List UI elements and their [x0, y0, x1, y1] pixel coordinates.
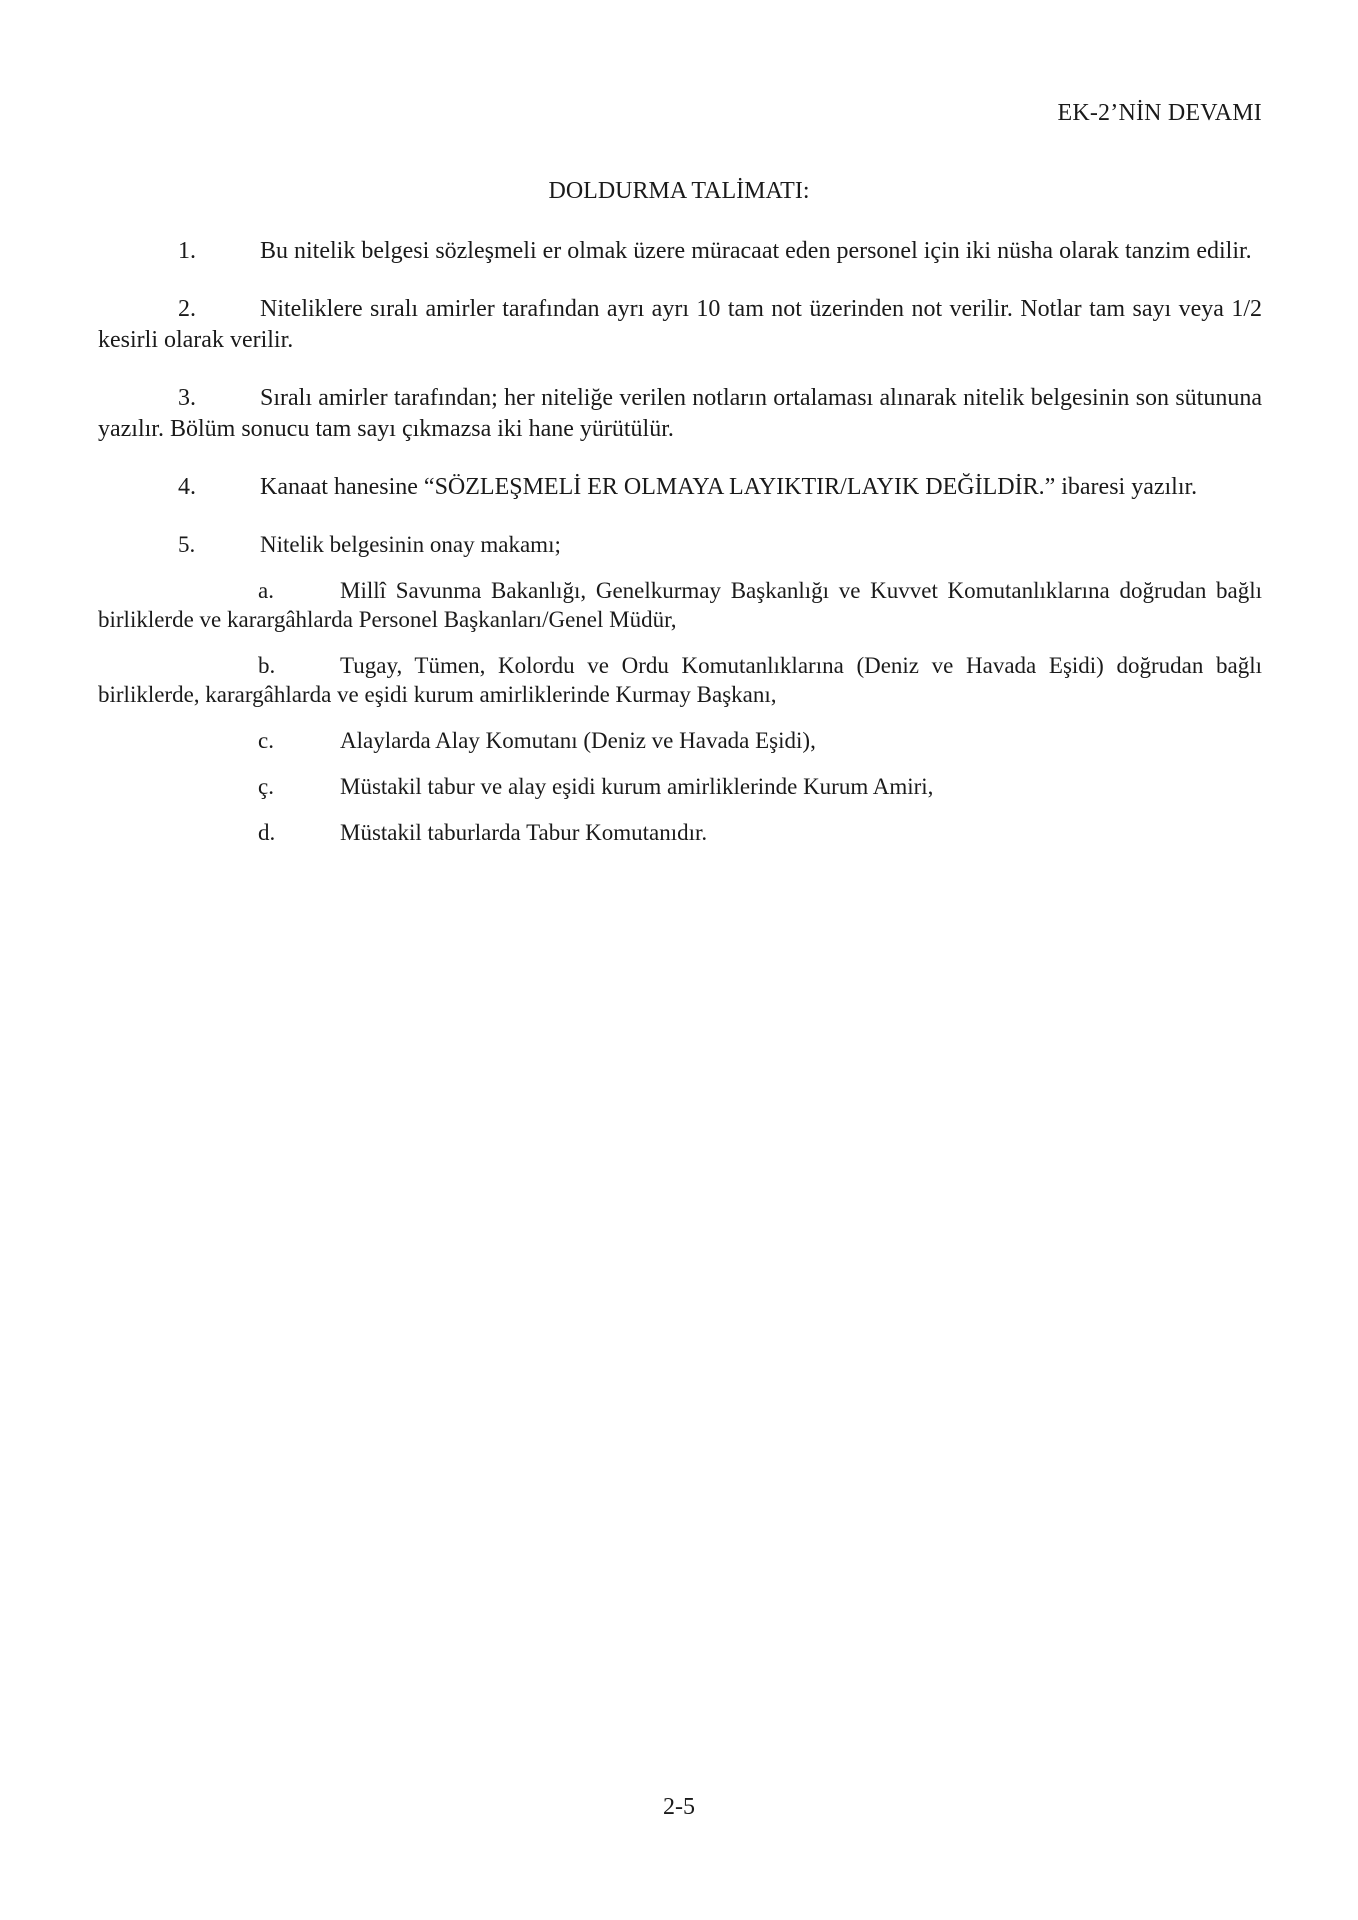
item-text: Bu nitelik belgesi sözleşmeli er olmak üzere müracaat eden personel için iki nüsha olarak tanzim edilir. [260, 238, 1252, 264]
subitem-text: Alaylarda Alay Komutanı (Deniz ve Havada Eşidi), [340, 728, 816, 753]
subitem-text: Müstakil taburlarda Tabur Komutanıdır. [340, 820, 708, 845]
subitem-a [98, 576, 1262, 634]
item-text: Sıralı amirler tarafından; her niteliğe verilen notların ortalaması alınarak nitelik belgesinin son sütununa yazılır. Bölüm sonucu tam sayı çıkmazsa iki hane yürütülür. [98, 385, 1262, 442]
item-number: 3. [178, 385, 196, 411]
subitem-c [98, 726, 1262, 755]
subitem-text: Müstakil tabur ve alay eşidi kurum amirliklerinde Kurum Amiri, [340, 774, 934, 799]
item-text: Nitelik belgesinin onay makamı; [260, 532, 561, 557]
subitem-b [98, 651, 1262, 709]
instruction-item-4 [98, 472, 1262, 503]
item-number: 5. [178, 532, 196, 557]
item-text: Niteliklere sıralı amirler tarafından ayrı ayrı 10 tam not üzerinden not verilir. Notlar tam sayı veya 1/2 kesirli olarak verilir. [98, 296, 1262, 353]
instruction-item-2 [98, 294, 1262, 356]
subitem-letter: ç. [258, 774, 274, 799]
subitem-c-cedilla [98, 772, 1262, 801]
subitem-letter: b. [258, 653, 276, 678]
subitem-text: Millî Savunma Bakanlığı, Genelkurmay Başkanlığı ve Kuvvet Komutanlıklarına doğrudan bağlı birliklerde ve karargâhlarda Personel Başkanları/Genel Müdür, [98, 578, 1262, 632]
subitem-letter: c. [258, 728, 274, 753]
item-text: Kanaat hanesine “SÖZLEŞMELİ ER OLMAYA LAYIKTIR/LAYIK DEĞİLDİR.” ibaresi yazılır. [260, 474, 1198, 500]
annex-header: EK-2’NİN DEVAMI [1057, 100, 1262, 126]
item-number: 1. [178, 238, 196, 264]
subitem-letter: d. [258, 820, 276, 845]
subitem-letter: a. [258, 578, 274, 603]
instruction-item-1 [98, 236, 1262, 267]
page-title: DOLDURMA TALİMATI: [548, 178, 810, 204]
item-number: 4. [178, 474, 196, 500]
page-number: 2-5 [663, 1794, 695, 1820]
instruction-item-3 [98, 383, 1262, 445]
subitem-d [98, 818, 1262, 847]
instructions-body [98, 236, 1262, 864]
item-number: 2. [178, 296, 196, 322]
instruction-item-5 [98, 530, 1262, 559]
subitem-text: Tugay, Tümen, Kolordu ve Ordu Komutanlıklarına (Deniz ve Havada Eşidi) doğrudan bağlı birliklerde, karargâhlarda ve eşidi kurum amirliklerinde Kurmay Başkanı, [98, 653, 1262, 707]
